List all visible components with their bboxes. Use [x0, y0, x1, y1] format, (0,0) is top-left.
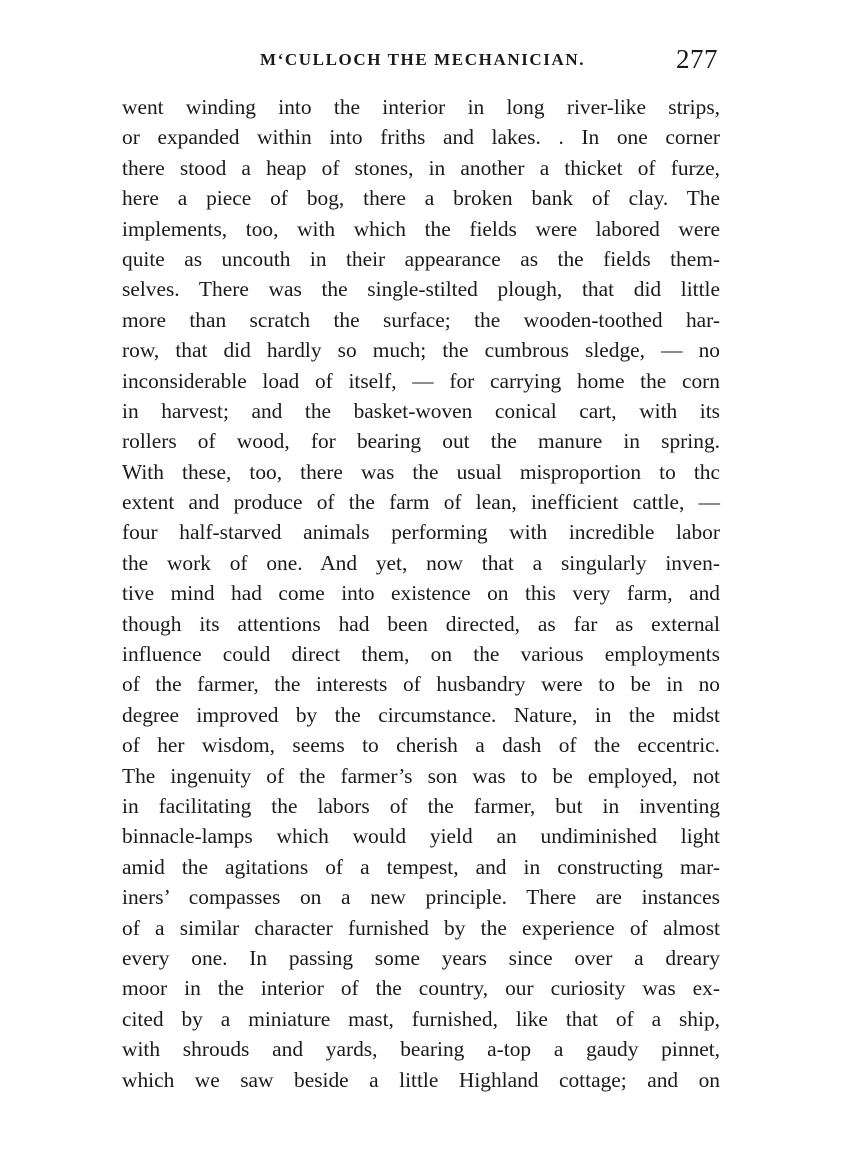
text-line: which we saw beside a little Highland cottage; and on [122, 1067, 720, 1092]
text-line: four half-starved animals performing with incredible labor [122, 520, 720, 545]
text-line: or expanded within into friths and lakes. . In one corner [122, 125, 720, 150]
text-line: selves. There was the single-stilted plough, that did little [122, 277, 720, 302]
text-line: row, that did hardly so much; the cumbrous sledge, — no [122, 338, 720, 363]
text-line: iners’ compasses on a new principle. There are instances [122, 885, 720, 910]
page-number: 277 [676, 44, 718, 74]
text-line: binnacle-lamps which would yield an undiminished light [122, 824, 720, 849]
text-line: moor in the interior of the country, our curiosity was ex- [122, 976, 720, 1001]
text-line: of her wisdom, seems to cherish a dash of the eccentric. [122, 733, 720, 758]
body-text [122, 92, 720, 1095]
text-line: amid the agitations of a tempest, and in constructing mar- [122, 854, 720, 879]
text-line: went winding into the interior in long river-like strips, [122, 95, 720, 119]
text-line: there stood a heap of stones, in another a thicket of furze, [122, 155, 720, 180]
running-head: M‘CULLOCH THE MECHANICIAN. [260, 50, 586, 69]
text-line: of a similar character furnished by the experience of almost [122, 915, 720, 940]
text-line: degree improved by the circumstance. Nature, in the midst [122, 702, 720, 727]
text-line: rollers of wood, for bearing out the manure in spring. [122, 429, 720, 454]
text-line: influence could direct them, on the various employments [122, 642, 720, 667]
text-line: the work of one. And yet, now that a singularly inven- [122, 550, 720, 575]
text-line: quite as uncouth in their appearance as the fields them- [122, 246, 720, 271]
text-line: of the farmer, the interests of husbandry were to be in no [122, 672, 720, 697]
text-line: inconsiderable load of itself, — for carrying home the corn [122, 368, 720, 393]
text-line: tive mind had come into existence on this very farm, and [122, 581, 720, 606]
page-header [124, 44, 718, 80]
text-line: extent and produce of the farm of lean, inefficient cattle, — [122, 490, 720, 515]
text-line: here a piece of bog, there a broken bank of clay. The [122, 186, 720, 211]
text-line: more than scratch the surface; the wooden-toothed har- [122, 307, 720, 332]
text-line: The ingenuity of the farmer’s son was to be employed, not [122, 763, 720, 788]
text-line: though its attentions had been directed, as far as external [122, 611, 720, 636]
text-line: With these, too, there was the usual misproportion to thc [122, 459, 720, 484]
text-line: every one. In passing some years since over a dreary [122, 945, 720, 970]
text-line: with shrouds and yards, bearing a-top a gaudy pinnet, [122, 1037, 720, 1062]
text-line: cited by a miniature mast, furnished, like that of a ship, [122, 1006, 720, 1031]
text-line: in harvest; and the basket-woven conical cart, with its [122, 398, 720, 423]
text-line: implements, too, with which the fields were labored were [122, 216, 720, 241]
text-line: in facilitating the labors of the farmer, but in inventing [122, 793, 720, 818]
